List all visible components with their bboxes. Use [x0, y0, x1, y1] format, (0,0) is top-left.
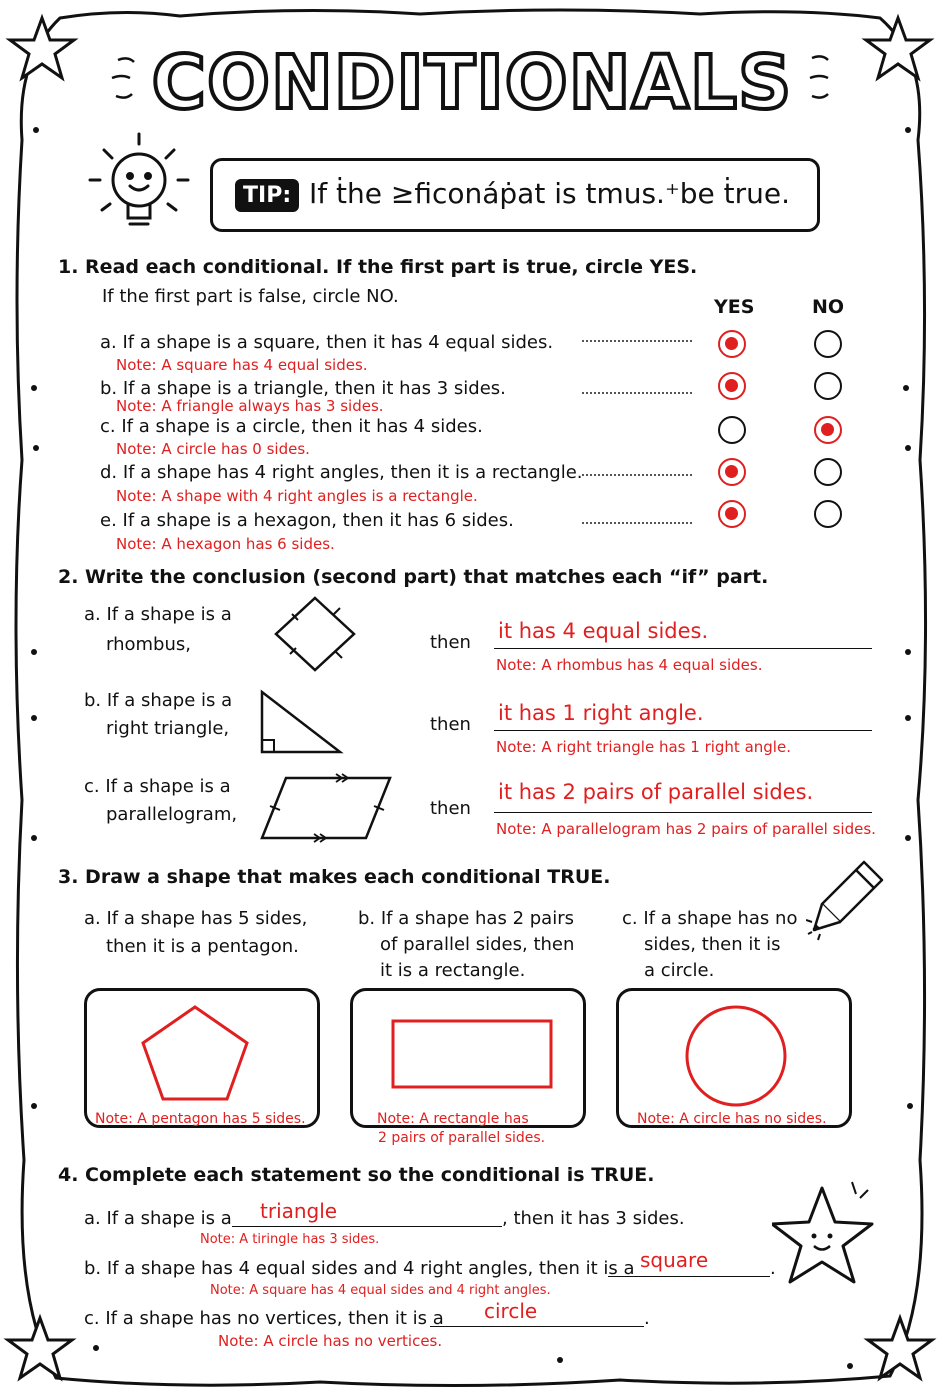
then-label: then: [430, 798, 471, 819]
q4b-answer[interactable]: square: [640, 1248, 709, 1272]
yes-circle-selected[interactable]: [718, 458, 746, 486]
answer-line: [232, 1226, 502, 1227]
draw-box-a[interactable]: [84, 988, 320, 1128]
q2b-line2: right triangle,: [106, 718, 230, 739]
q2c-answer[interactable]: it has 2 pairs of parallel sides.: [498, 780, 814, 804]
yes-circle-selected[interactable]: [718, 330, 746, 358]
answer-line: [494, 812, 872, 813]
answer-line: [608, 1276, 770, 1277]
q2a-line2: rhombus,: [106, 634, 191, 655]
pentagon-drawing: [137, 1003, 253, 1103]
q4a-answer[interactable]: triangle: [260, 1199, 338, 1223]
draw-box-c[interactable]: [616, 988, 852, 1128]
tip-label: TIP:: [235, 179, 299, 212]
q2a-note: Note: A rhombus has 4 equal sides.: [496, 656, 763, 674]
yes-header: YES: [714, 296, 755, 318]
q3c-line: a circle.: [644, 960, 715, 981]
q3b-line: it is a rectangle.: [380, 960, 526, 981]
q2-instruction: 2. Write the conclusion (second part) that matches each “if” part.: [58, 566, 769, 588]
pencil-icon: [806, 856, 890, 946]
q4b-note: Note: A square has 4 equal sides and 4 right angles.: [210, 1283, 551, 1298]
dotted-leader: [582, 340, 692, 342]
q2b-line1: b. If a shape is a: [84, 690, 233, 711]
q4b-after: .: [770, 1258, 776, 1279]
q3a-line: a. If a shape has 5 sides,: [84, 908, 308, 929]
q2c-line2: parallelogram,: [106, 804, 238, 825]
q4a-before: a. If a shape is a: [84, 1208, 232, 1229]
q1-instruction-2: If the first part is false, circle NO.: [102, 286, 399, 307]
q4b-before: b. If a shape has 4 equal sides and 4 right angles, then it is a: [84, 1258, 635, 1279]
lightbulb-icon: [84, 128, 194, 238]
no-circle[interactable]: [814, 500, 842, 528]
corner-star-bottom-left: [8, 1318, 72, 1378]
draw-box-b[interactable]: [350, 988, 586, 1128]
q2c-note: Note: A parallelogram has 2 pairs of parallel sides.: [496, 820, 876, 838]
dotted-leader: [582, 522, 692, 524]
q1-instruction: 1. Read each conditional. If the first part is true, circle YES.: [58, 256, 698, 278]
q4a-note: Note: A tiringle has 3 sides.: [200, 1232, 380, 1247]
q3a-line: then it is a pentagon.: [106, 936, 299, 957]
then-label: then: [430, 714, 471, 735]
tip-text: If ṫhe ≥ficonáṗat is tmus.⁺be ṫrue.: [309, 177, 791, 210]
q4c-before: c. If a shape has no vertices, then it is a: [84, 1308, 444, 1329]
q1-item-note: Note: A friangle always has 3 sides.: [116, 397, 384, 415]
yes-circle[interactable]: [718, 416, 746, 444]
answer-line: [430, 1326, 644, 1327]
then-label: then: [430, 632, 471, 653]
right-triangle-shape: [256, 688, 346, 758]
q3b-line: of parallel sides, then: [380, 934, 575, 955]
q1-item-text: b. If a shape is a triangle, then it has 3 sides.: [100, 378, 506, 399]
box-note-2: 2 pairs of parallel sides.: [378, 1130, 546, 1146]
no-header: NO: [812, 296, 845, 318]
q3c-line: c. If a shape has no: [622, 908, 798, 929]
q1-item-text: c. If a shape is a circle, then it has 4 sides.: [100, 416, 483, 437]
corner-star-bottom-right: [868, 1318, 932, 1378]
q2a-answer[interactable]: it has 4 equal sides.: [498, 619, 709, 643]
q1-item-text: a. If a shape is a square, then it has 4 equal sides.: [100, 332, 554, 353]
rhombus-shape: [270, 594, 360, 674]
box-note: Note: A rectangle has: [377, 1111, 529, 1127]
q2b-answer[interactable]: it has 1 right angle.: [498, 701, 704, 725]
no-circle[interactable]: [814, 330, 842, 358]
q1-item-note: Note: A hexagon has 6 sides.: [116, 535, 335, 553]
page-title: CONDITIONALS: [151, 40, 793, 126]
q4-instruction: 4. Complete each statement so the conditional is TRUE.: [58, 1164, 655, 1186]
tip-box: [210, 158, 820, 232]
q1-item-text: e. If a shape is a hexagon, then it has 6 sides.: [100, 510, 514, 531]
box-note: Note: A pentagon has 5 sides.: [95, 1111, 306, 1127]
answer-line: [494, 648, 872, 649]
yes-circle-selected[interactable]: [718, 372, 746, 400]
q4c-answer[interactable]: circle: [484, 1299, 538, 1323]
no-circle-selected[interactable]: [814, 416, 842, 444]
q2a-line1: a. If a shape is a: [84, 604, 232, 625]
q3-instruction: 3. Draw a shape that makes each conditional TRUE.: [58, 866, 611, 888]
q1-item-note: Note: A square has 4 equal sides.: [116, 356, 368, 374]
no-circle[interactable]: [814, 458, 842, 486]
q2c-line1: c. If a shape is a: [84, 776, 231, 797]
q3c-line: sides, then it is: [644, 934, 781, 955]
q4a-after: , then it has 3 sides.: [502, 1208, 685, 1229]
no-circle[interactable]: [814, 372, 842, 400]
rectangle-drawing: [389, 1017, 555, 1093]
q4c-note: Note: A circle has no vertices.: [218, 1332, 443, 1350]
dotted-leader: [582, 392, 692, 394]
circle-drawing: [681, 1001, 791, 1111]
q2b-note: Note: A right triangle has 1 right angle.: [496, 738, 791, 756]
yes-circle-selected[interactable]: [718, 500, 746, 528]
parallelogram-shape: [256, 770, 396, 844]
dotted-leader: [582, 474, 692, 476]
q3b-line: b. If a shape has 2 pairs: [358, 908, 574, 929]
q1-item-text: d. If a shape has 4 right angles, then it is a rectangle.: [100, 462, 583, 483]
q1-item-note: Note: A circle has 0 sides.: [116, 440, 310, 458]
box-note: Note: A circle has no sides.: [637, 1111, 827, 1127]
answer-line: [494, 730, 872, 731]
smiling-star-icon: [772, 1176, 882, 1296]
q4c-after: .: [644, 1308, 650, 1329]
q1-item-note: Note: A shape with 4 right angles is a rectangle.: [116, 487, 478, 505]
